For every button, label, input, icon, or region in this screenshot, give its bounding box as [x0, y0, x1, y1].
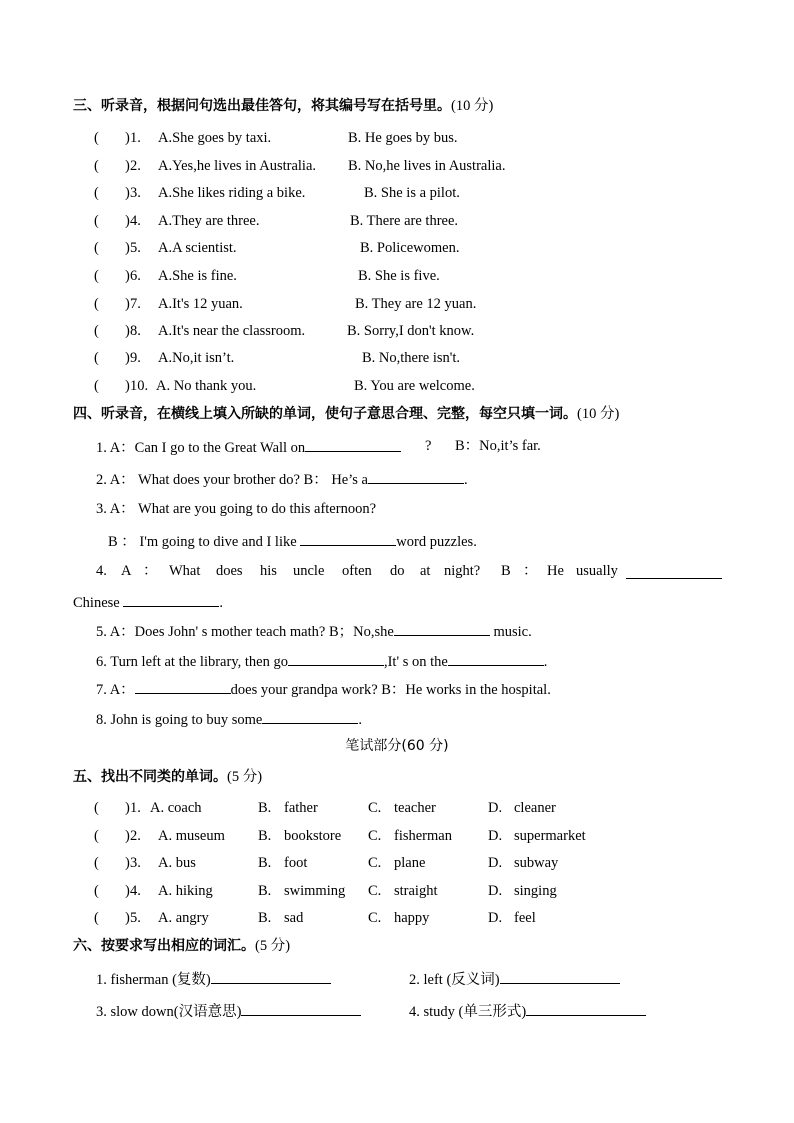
question-1: 1. A：Can I go to the Great Wall on ? B：No,it’s far.: [96, 438, 541, 456]
list-item: ( ) 5. A.A scientist. B. Policewomen.: [94, 240, 460, 256]
section4-title: 四、听录音，在横线上填入所缺的单词，使句子意思合理、完整，每空只填一词。: [73, 406, 577, 422]
section3-title: 三、听录音，根据问句选出最佳答句，将其编号写在括号里。: [73, 98, 451, 114]
question-7: 7. A： does your grandpa work? B：He works in the hospital.: [96, 679, 551, 699]
option-a: A.No,it isn’t.: [158, 350, 235, 366]
list-item: ( ) 3. A. bus B. foot C. plane D. subway: [94, 855, 559, 871]
section6-title: 六、按要求写出相应的词汇。: [73, 938, 255, 954]
question-2: 2. A： What does your brother do? B： He’s a .: [96, 469, 468, 489]
list-item: ( ) 4. A.They are three. B. There are three.: [94, 213, 459, 229]
list-item: ( ) 10. A. No thank you. B. You are welcome.: [94, 378, 475, 394]
list-item: ( ) 6. A.She is fine. B. She is five.: [94, 268, 440, 284]
list-item: ( ) 7. A.It's 12 yuan. B. They are 12 yuan.: [94, 296, 477, 312]
option-a: A.She likes riding a bike.: [158, 185, 306, 201]
section3-header: [73, 97, 493, 115]
list-item: ( ) 8. A.It's near the classroom. B. Sorry,I don't know.: [94, 323, 475, 339]
option-b: B. They are 12 yuan.: [355, 296, 477, 312]
answer-blank[interactable]: [394, 621, 490, 636]
option-a: A.A scientist.: [158, 240, 237, 256]
answer-blank[interactable]: [123, 592, 219, 607]
list-item: ( ) 3. A.She likes riding a bike. B. She is a pilot.: [94, 185, 460, 201]
option-b: B. She is a pilot.: [364, 185, 460, 201]
section5-title: 五、找出不同类的单词。: [73, 769, 227, 785]
question-4-continued: Chinese .: [73, 592, 223, 612]
list-item: ( ) 1. A. coach B. father C. teacher D. cleaner: [94, 800, 556, 816]
section6-score: (5 分): [255, 938, 291, 954]
option-b: B. She is five.: [358, 268, 440, 284]
option-b: B. Policewomen.: [360, 240, 460, 256]
answer-blank[interactable]: [500, 969, 620, 984]
answer-blank[interactable]: [135, 679, 231, 694]
question-3-response: B ： I'm going to dive and I like word puzzles.: [108, 531, 477, 551]
answer-blank[interactable]: [241, 1001, 361, 1016]
answer-blank[interactable]: [262, 709, 358, 724]
section5-score: (5 分): [227, 769, 263, 785]
section6-header: [73, 937, 290, 955]
option-b: B. He goes by bus.: [348, 130, 458, 146]
option-b: B. You are welcome.: [354, 378, 475, 394]
option-a: A.It's 12 yuan.: [158, 296, 243, 312]
option-b: B. No,he lives in Australia.: [348, 158, 506, 174]
section3-score: (10 分): [451, 98, 494, 114]
section4-score: (10 分): [577, 406, 620, 422]
option-a: A.Yes,he lives in Australia.: [158, 158, 317, 174]
vocab-item-4: 4. study (单三形式): [409, 1001, 646, 1021]
option-b: B. Sorry,I don't know.: [347, 323, 475, 339]
answer-blank[interactable]: [448, 651, 544, 666]
list-item: ( ) 4. A. hiking B. swimming C. straight D. singing: [94, 883, 557, 899]
answer-blank[interactable]: [300, 531, 396, 546]
question-8: 8. John is going to buy some .: [96, 709, 362, 729]
vocab-item-3: 3. slow down(汉语意思): [96, 1001, 361, 1021]
question-6: 6. Turn left at the library, then go ,It' s on the .: [96, 651, 547, 671]
answer-blank[interactable]: [368, 469, 464, 484]
option-a: A.It's near the classroom.: [158, 323, 306, 339]
option-a: A. No thank you.: [156, 378, 257, 394]
list-item: ( ) 1. A.She goes by taxi. B. He goes by bus.: [94, 130, 458, 146]
vocab-item-2: 2. left (反义词): [409, 969, 620, 989]
list-item: ( ) 5. A. angry B. sad C. happy D. feel: [94, 910, 536, 926]
option-a: A.They are three.: [158, 213, 260, 229]
answer-blank[interactable]: [288, 651, 384, 666]
list-item: ( ) 2. A.Yes,he lives in Australia. B. No,he lives in Australia.: [94, 158, 506, 174]
option-a: A.She goes by taxi.: [158, 130, 272, 146]
answer-blank[interactable]: [211, 969, 331, 984]
section5-header: [73, 768, 262, 786]
written-part-title: 笔试部分(60 分): [345, 738, 449, 754]
answer-blank[interactable]: [526, 1001, 646, 1016]
answer-blank[interactable]: [305, 437, 401, 452]
list-item: ( ) 9. A.No,it isn’t. B. No,there isn't.: [94, 350, 461, 366]
section4-header: [73, 405, 619, 423]
answer-blank[interactable]: [626, 564, 722, 579]
question-3: 3. A： What are you going to do this afternoon?: [96, 501, 377, 517]
option-b: B. No,there isn't.: [362, 350, 461, 366]
question-5: 5. A：Does John' s mother teach math? B；No,she music.: [96, 621, 532, 641]
question-4: 4. A ： What does his uncle often do at night? B ： He usually: [96, 562, 722, 580]
list-item: ( ) 2. A. museum B. bookstore C. fisherman D. supermarket: [94, 828, 586, 844]
vocab-item-1: 1. fisherman (复数): [96, 969, 331, 989]
option-a: A.She is fine.: [158, 268, 237, 284]
option-b: B. There are three.: [350, 213, 459, 229]
